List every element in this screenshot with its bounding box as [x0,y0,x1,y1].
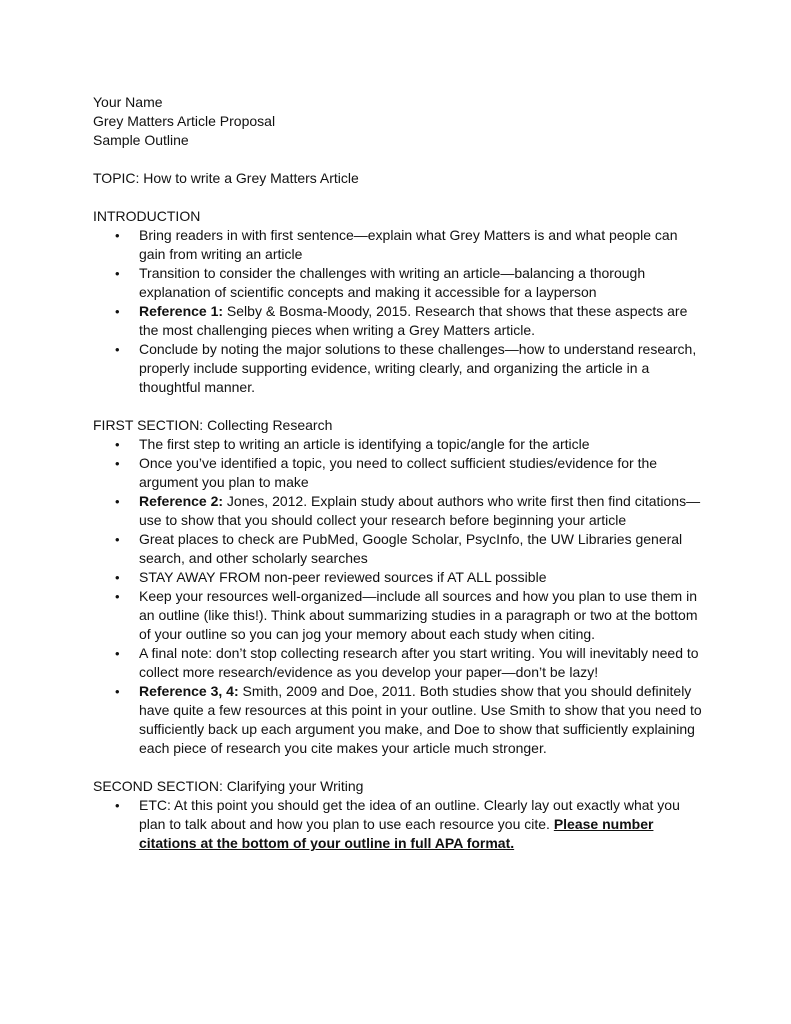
outline-subtitle: Sample Outline [93,132,189,148]
second-section-list [93,796,703,853]
reference-label: Reference 2: [139,493,224,509]
list-item: • Transition to consider the challenges with writing an article—balancing a thorough explanation of scientific concepts and making it accessible for a layperson [115,265,646,300]
list-item: • A final note: don’t stop collecting research after you start writing. You will inevitably need to collect more research/evidence as you develop your paper—don’t be lazy! [115,645,699,680]
list-item: • ETC: At this point you should get the idea of an outline. Clearly lay out exactly what you plan to talk about and how you plan to use each resource you cite. Please number citations at the bottom of your outline in full APA format. [115,797,680,851]
first-section-heading: FIRST SECTION: Collecting Research [93,417,333,433]
first-section-list [93,435,703,758]
bullet-icon: • [115,266,120,281]
reference-label: Reference 3, 4: [139,683,239,699]
second-section-heading: SECOND SECTION: Clarifying your Writing [93,778,364,794]
author-name: Your Name [93,94,163,110]
list-item: • STAY AWAY FROM non-peer reviewed sources if AT ALL possible [115,569,547,585]
document-page [93,93,703,853]
list-item: • Bring readers in with first sentence—explain what Grey Matters is and what people can gain from writing an article [115,227,678,262]
list-item: • Reference 2: Jones, 2012. Explain study about authors who write first then find citations—use to show that you should collect your research before beginning your article [115,493,701,528]
bullet-icon: • [115,228,120,243]
list-item: • Reference 3, 4: Smith, 2009 and Doe, 2011. Both studies show that you should definitely have quite a few resources at this point in your outline. Use Smith to show that you need to sufficiently back up each argument you make, and Doe to show that sufficiently explaining each piece of research you cite makes your article much stronger. [115,683,702,756]
bullet-icon: • [115,342,120,357]
bullet-icon: • [115,798,120,813]
citation-instruction: Please number citations at the bottom of your outline in full APA format. [139,816,654,851]
bullet-icon: • [115,646,120,661]
bullet-icon: • [115,456,120,471]
proposal-title: Grey Matters Article Proposal [93,113,276,129]
bullet-icon: • [115,437,120,452]
list-item: • Reference 1: Selby & Bosma-Moody, 2015. Research that shows that these aspects are the most challenging pieces when writing a Grey Matters article. [115,303,688,338]
bullet-icon: • [115,570,120,585]
introduction-heading: INTRODUCTION [93,208,201,224]
list-item: • The first step to writing an article is identifying a topic/angle for the article [115,436,590,452]
bullet-icon: • [115,494,120,509]
bullet-icon: • [115,304,120,319]
list-item: • Great places to check are PubMed, Google Scholar, PsycInfo, the UW Libraries general search, and other scholarly searches [115,531,683,566]
list-item: • Keep your resources well-organized—include all sources and how you plan to use them in an outline (like this!). Think about summarizing studies in a paragraph or two at the bottom of your outline so you can jog your memory about each study when citing. [115,588,698,642]
reference-label: Reference 1: [139,303,224,319]
introduction-list [93,226,703,397]
bullet-icon: • [115,684,120,699]
bullet-icon: • [115,532,120,547]
list-item: • Once you’ve identified a topic, you need to collect sufficient studies/evidence for the argument you plan to make [115,455,658,490]
list-item: • Conclude by noting the major solutions to these challenges—how to understand research, properly include supporting evidence, writing clearly, and organizing the article in a thoughtful manner. [115,341,697,395]
topic-line: TOPIC: How to write a Grey Matters Article [93,170,359,186]
bullet-icon: • [115,589,120,604]
